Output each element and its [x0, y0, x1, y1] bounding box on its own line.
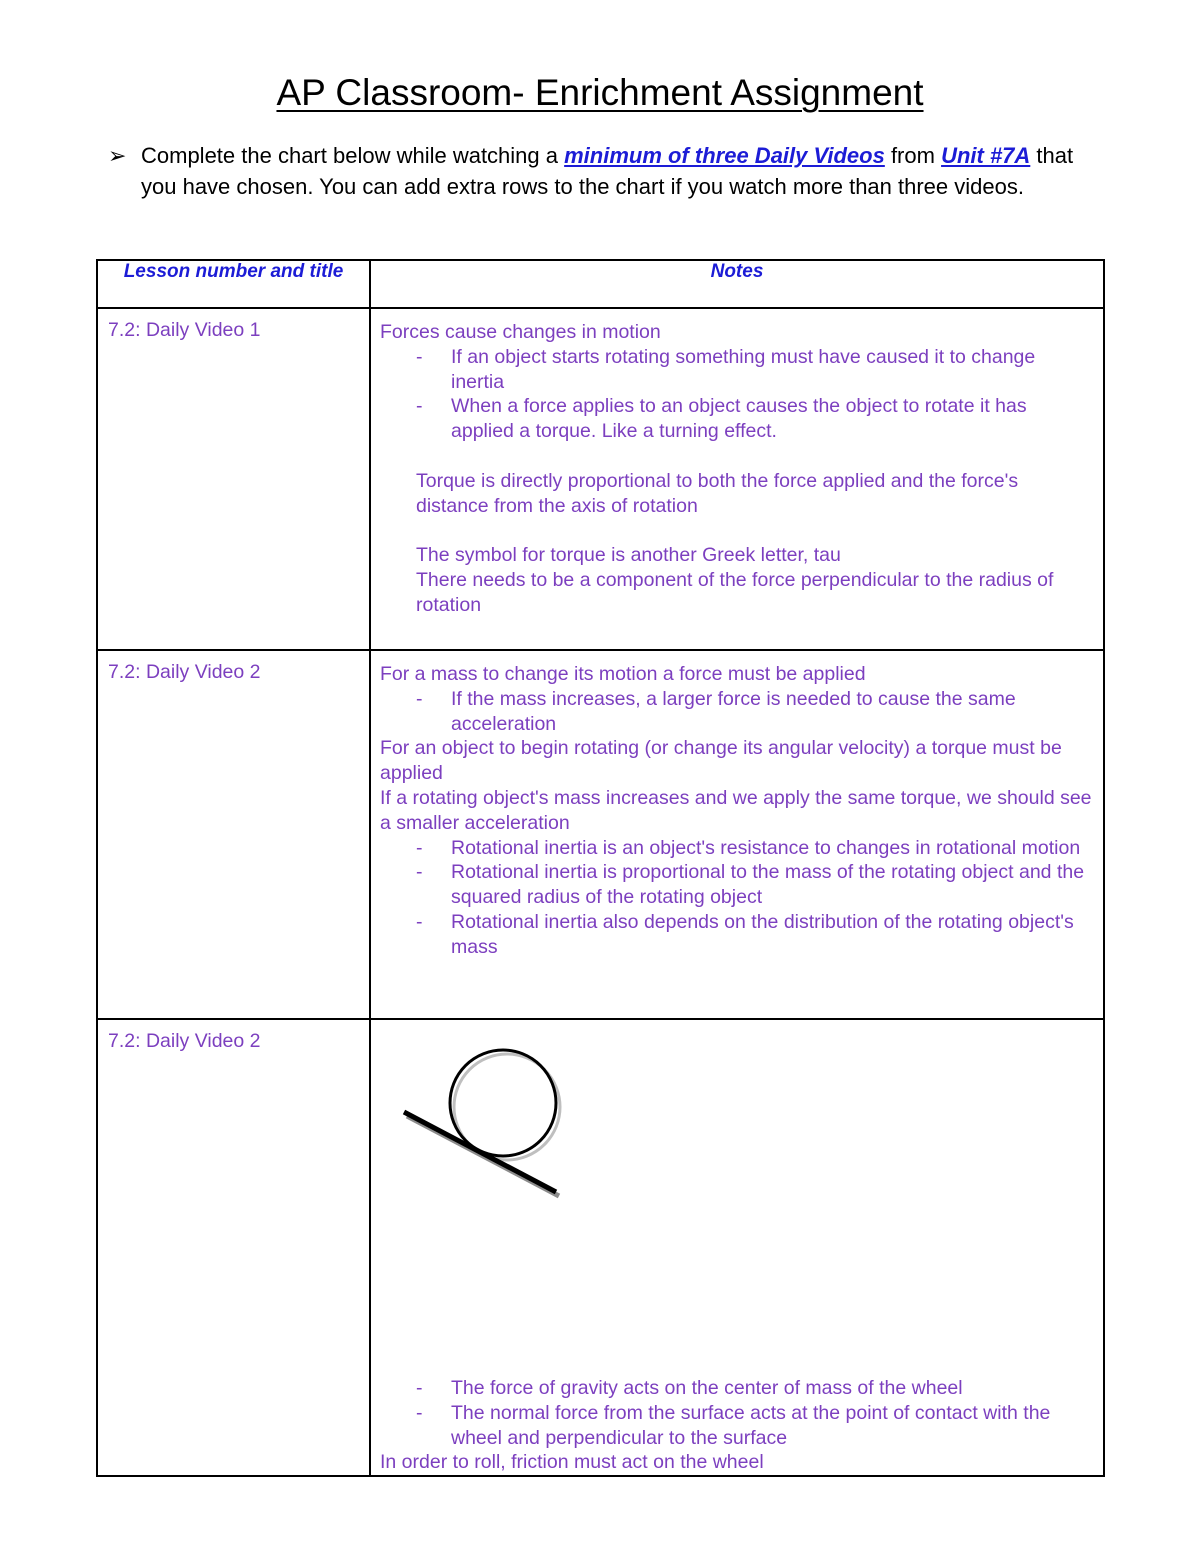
notes-cell — [370, 1019, 1104, 1476]
list-item-text: If the mass increases, a larger force is needed to cause the same acceleration — [451, 687, 1016, 735]
header-row — [97, 260, 1104, 308]
note-line: If a rotating object's mass increases and we apply the same torque, we should see a smaller acceleration — [380, 786, 1092, 834]
instructions — [108, 140, 1098, 202]
list-item — [380, 1401, 1093, 1451]
dash-bullet-icon: - — [416, 1377, 423, 1399]
list-item-text: The normal force from the surface acts at the point of contact with the wheel and perpendicular to the surface — [451, 1401, 1051, 1449]
unit-link[interactable]: Unit #7A — [941, 143, 1031, 168]
instructions-part-3: that you have chosen. You can add extra rows to the chart if you watch more than three videos. — [141, 143, 1074, 199]
list-item-text: The force of gravity acts on the center of mass of the wheel — [451, 1377, 963, 1399]
list-item — [380, 1376, 1093, 1401]
header-lesson: Lesson number and title — [97, 260, 370, 308]
wheel-circle — [450, 1050, 556, 1156]
note-line: In order to roll, friction must act on the wheel — [380, 1451, 764, 1474]
note-list — [380, 687, 1093, 737]
wheel-on-incline-drawing — [390, 1047, 570, 1207]
table-row — [97, 308, 1104, 650]
daily-videos-link[interactable]: minimum of three Daily Videos — [564, 143, 885, 168]
lesson-cell: 7.2: Daily Video 2 — [97, 650, 370, 1019]
note-list — [380, 836, 1093, 960]
note-list — [380, 1376, 1093, 1450]
dash-bullet-icon: - — [416, 910, 423, 933]
list-item — [380, 836, 1093, 861]
list-item — [380, 910, 1093, 960]
note-line: For a mass to change its motion a force must be applied — [380, 663, 866, 685]
list-item — [380, 860, 1093, 910]
list-item-text: Rotational inertia is an object's resistance to changes in rotational motion — [451, 836, 1081, 859]
list-item-text: Rotational inertia is proportional to the mass of the rotating object and the squared radius of the rotating object — [451, 861, 1085, 909]
instructions-part-1: Complete the chart below while watching a — [141, 143, 565, 168]
arrow-bullet-icon: ➢ — [108, 143, 127, 168]
note-line: There needs to be a component of the force perpendicular to the radius of rotation — [416, 568, 1054, 616]
note-line: Forces cause changes in motion — [380, 321, 661, 343]
dash-bullet-icon: - — [416, 687, 423, 710]
dash-bullet-icon: - — [416, 395, 423, 418]
dash-bullet-icon: - — [416, 345, 423, 368]
notes-cell — [370, 650, 1104, 1019]
lesson-cell: 7.2: Daily Video 2 — [97, 1019, 370, 1476]
list-item — [380, 345, 1093, 395]
dash-bullet-icon: - — [416, 836, 423, 859]
list-item — [380, 687, 1093, 737]
instructions-part-2: from — [884, 143, 942, 168]
list-item-text: If an object starts rotating something must have caused it to change inertia — [451, 345, 1036, 393]
list-item-text: Rotational inertia also depends on the distribution of the rotating object's mass — [451, 910, 1074, 958]
notes-chart — [96, 259, 1105, 1477]
table-row — [97, 1019, 1104, 1476]
dash-bullet-icon: - — [416, 861, 423, 884]
lesson-cell: 7.2: Daily Video 1 — [97, 308, 370, 650]
page-title: AP Classroom- Enrichment Assignment — [276, 72, 924, 113]
table-row — [97, 650, 1104, 1019]
list-item-text: When a force applies to an object causes the object to rotate it has applied a torque. Like a turning effect. — [451, 395, 1027, 443]
list-item — [380, 394, 1093, 444]
note-list — [380, 345, 1093, 444]
dash-bullet-icon: - — [416, 1401, 423, 1424]
note-line: Torque is directly proportional to both the force applied and the force's distance from the axis of rotation — [416, 469, 1019, 517]
note-line: For an object to begin rotating (or change its angular velocity) a torque must be applied — [380, 737, 1062, 785]
instructions-text — [141, 140, 1098, 202]
note-line: The symbol for torque is another Greek letter, tau — [416, 544, 841, 567]
header-notes: Notes — [370, 260, 1104, 308]
notes-cell — [370, 308, 1104, 650]
